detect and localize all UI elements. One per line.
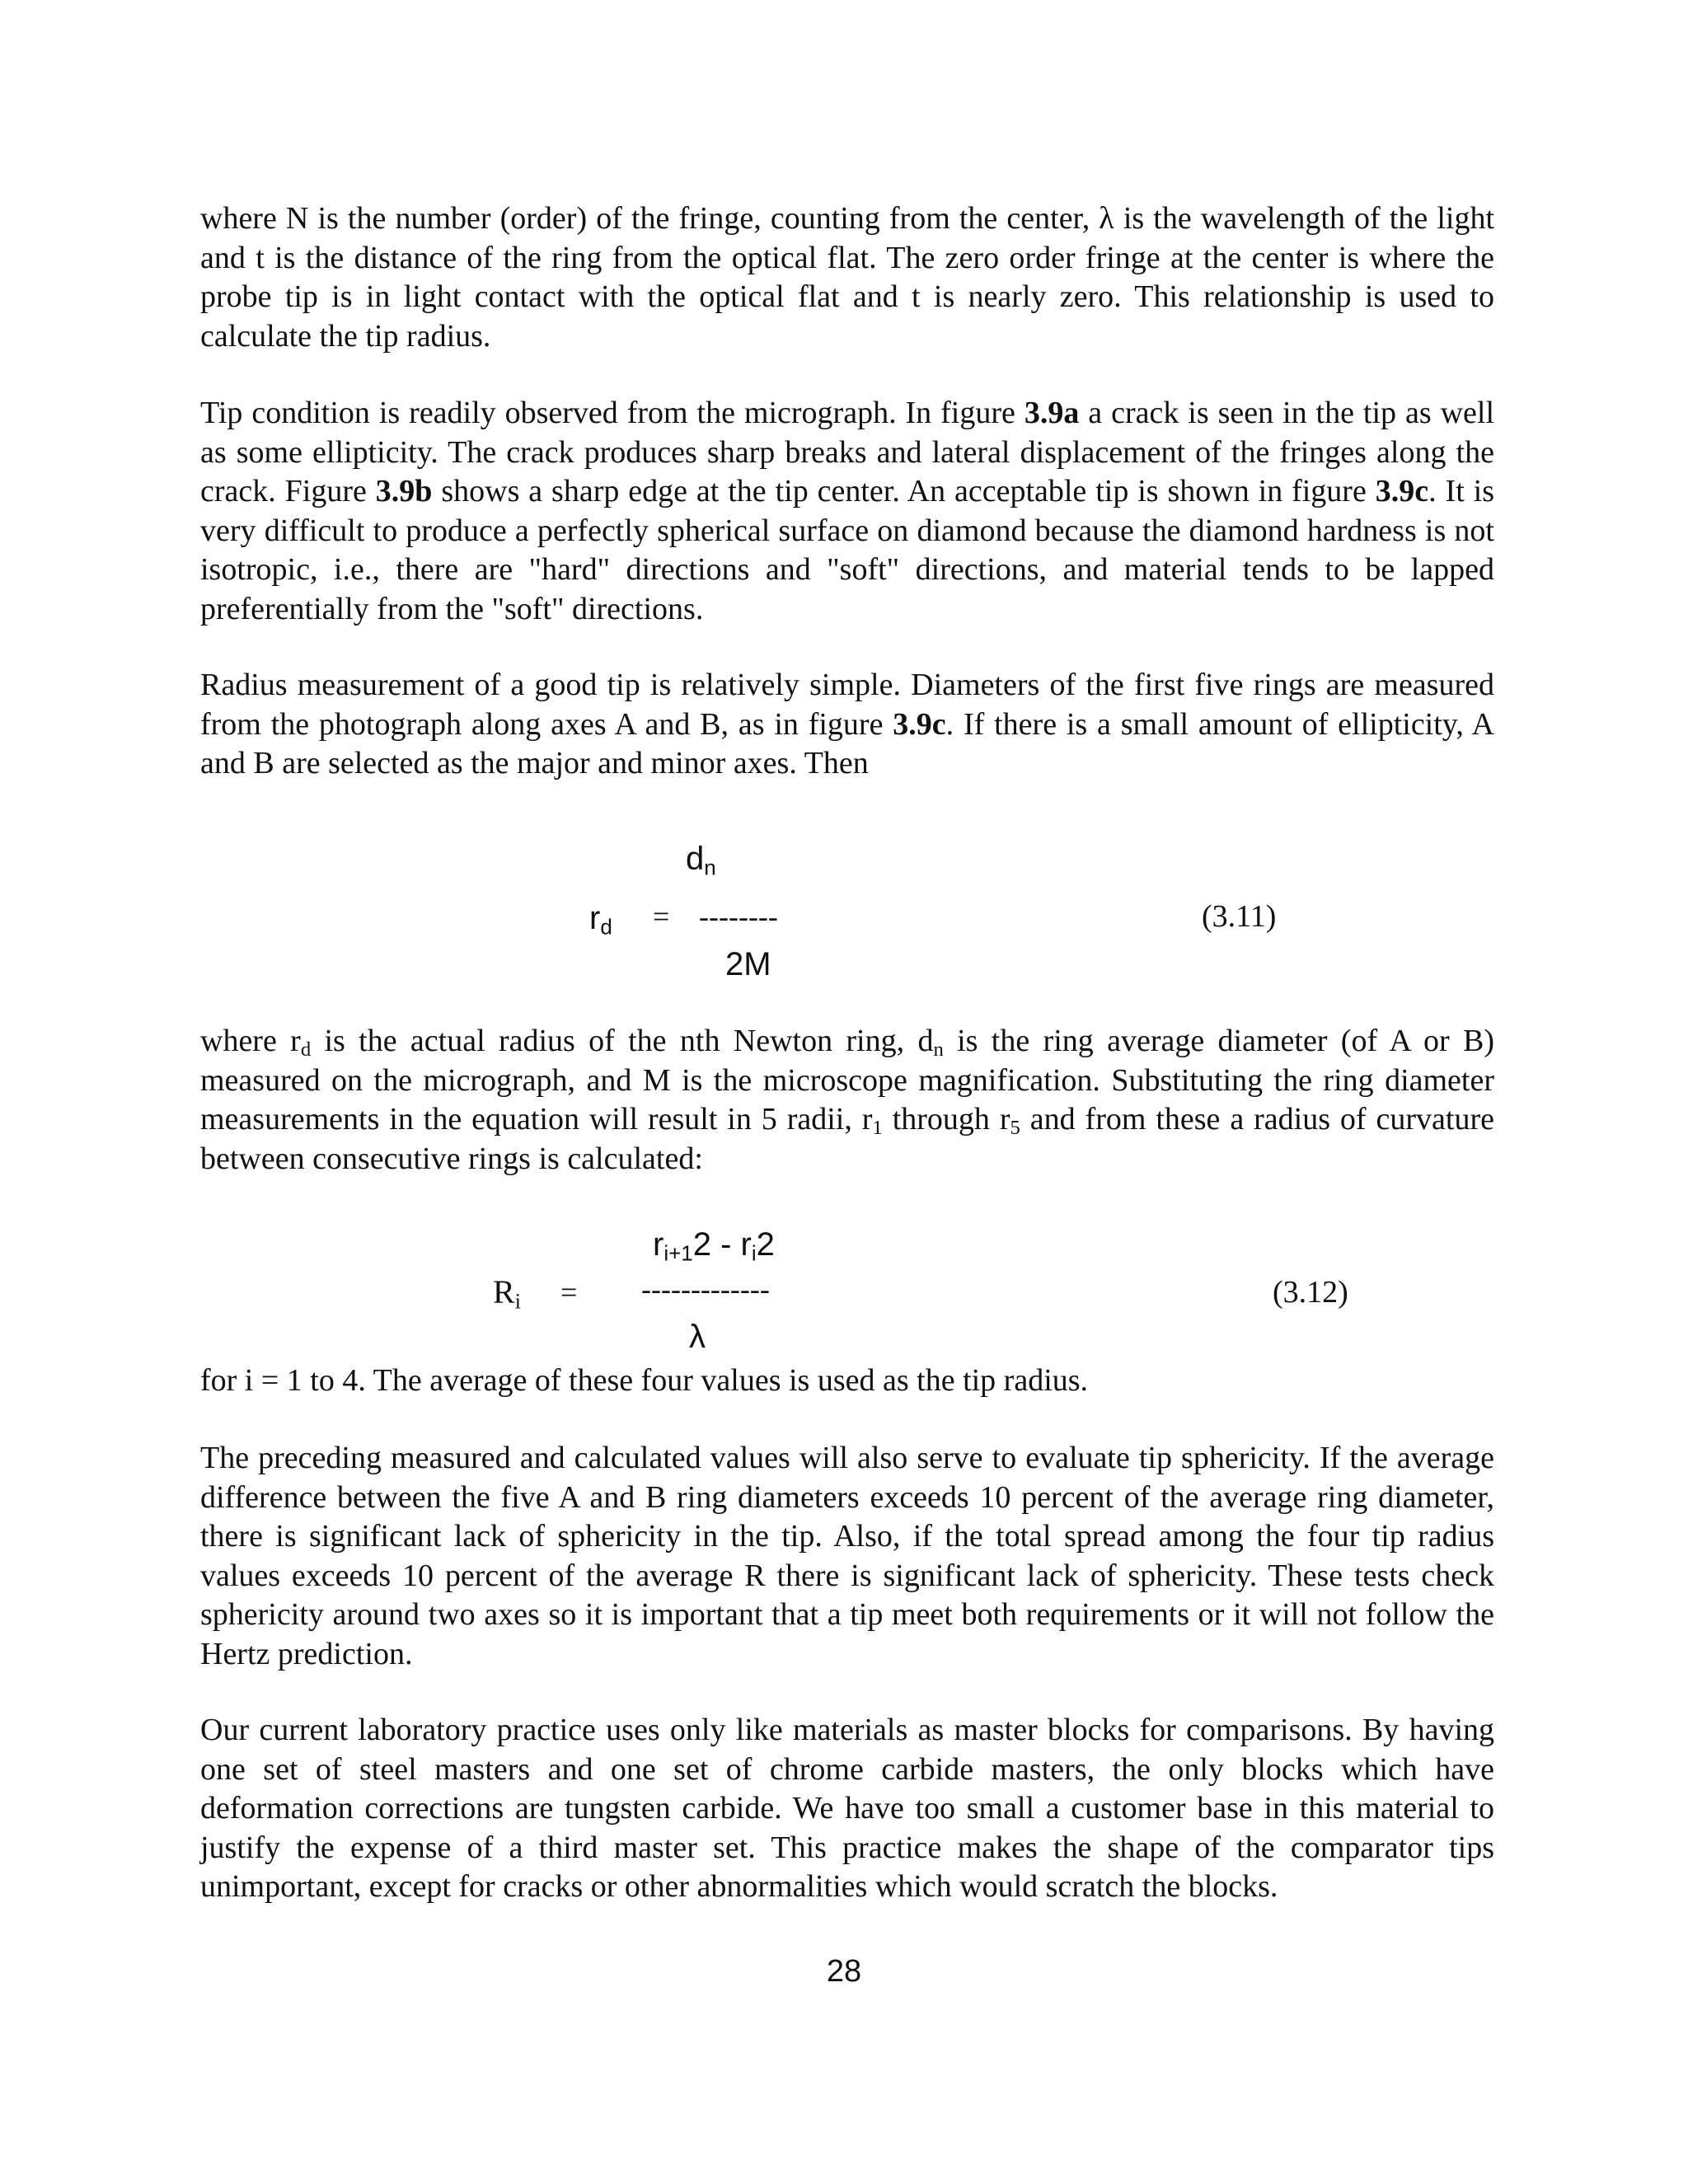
eq312-lhs: $R_i$ <box>493 1273 521 1314</box>
paragraph-fringe-definition: where N is the number (order) of the fringe, counting from the center, λ is the wavelength of the light and t is the distance of the ring from the optical flat. The zero order fringe at the center is where the probe tip is in light contact with the optical flat and t is nearly zero. This relationship is used to calculate the tip radius. <box>200 201 1494 354</box>
eq312-fraction-bar: ------------- <box>641 1272 770 1305</box>
paragraph-sphericity: The preceding measured and calculated values will also serve to evaluate tip sphericity. If the average difference between the five A and B ring diameters exceeds 10 percent of the average ring diameter, there is significant lack of sphericity in the tip. Also, if the total spread among the four tip radius values exceeds 10 percent of the average R there is significant lack of sphericity. These tests check sphericity around two axes so it is important that a tip meet both requirements or it will not follow the Hertz prediction. <box>200 1441 1494 1671</box>
paragraph-lab-practice: Our current laboratory practice uses only like materials as master blocks for comparisons. By having one set of steel masters and one set of chrome carbide masters, the only blocks which have deformation corrections are tungsten carbide. We have too small a customer base in this material to justify the expense of a third master set. This practice makes the shape of the comparator tips unimportant, except for cracks or other abnormalities which would scratch the blocks. <box>200 1713 1494 1904</box>
eq311-number: (3.11) <box>1202 899 1277 934</box>
page-number: 28 <box>826 1954 862 1989</box>
eq311-fraction-bar: -------- <box>699 900 778 933</box>
paragraph-radius-measurement: Radius measurement of a good tip is relatively simple. Diameters of the first five rings are measured from the photograph along axes A and B, as in figure 3.9c. If there is a small amount of ellipticity, A and B are selected as the major and minor axes. Then <box>200 668 1495 780</box>
eq311-denominator: 2M <box>725 946 771 982</box>
figure-ref-3-9c-second: 3.9c <box>893 706 946 742</box>
eq311-lhs: $r_d$ <box>589 900 612 940</box>
eq312-numerator: $r_{i+1}2 - r_i2$ <box>653 1226 775 1266</box>
paragraph-newton-ring-radius: where $r_d$ is the actual radius of the nth Newton ring, $d_n$ is the ring average diameter (of A or B) measured on the micrograph, and M is the microscope magnification. Substituting the ring diameter measurements in the equation will result in 5 radii, $r_1$ through $r_5$ and from these a radius of curvature between consecutive rings is calculated: <box>200 1024 1494 1176</box>
eq312-equals: = <box>560 1276 578 1309</box>
figure-ref-3-9a: 3.9a <box>1024 396 1080 430</box>
figure-ref-3-9c: 3.9c <box>1375 474 1429 509</box>
figure-ref-3-9b: 3.9b <box>375 474 433 509</box>
eq311-equals: = <box>653 900 670 933</box>
paragraph-average-radius: for i = 1 to 4. The average of these four values is used as the tip radius. <box>200 1363 1089 1398</box>
eq312-denominator: λ <box>689 1319 706 1355</box>
eq311-numerator: $d_n$ <box>686 841 716 880</box>
eq312-number: (3.12) <box>1273 1275 1348 1310</box>
paragraph-tip-condition: Tip condition is readily observed from the micrograph. In figure 3.9a a crack is seen in the tip as well as some ellipticity. The crack produces sharp breaks and lateral displacement of the fringes along the crack. Figure 3.9b shows a sharp edge at the tip center. An acceptable tip is shown in figure 3.9c. It is very difficult to produce a perfectly spherical surface on diamond because the diamond hardness is not isotropic, i.e., there are "hard" directions and "soft" directions, and material tends to be lapped preferentially from the "soft" directions. <box>200 396 1495 626</box>
